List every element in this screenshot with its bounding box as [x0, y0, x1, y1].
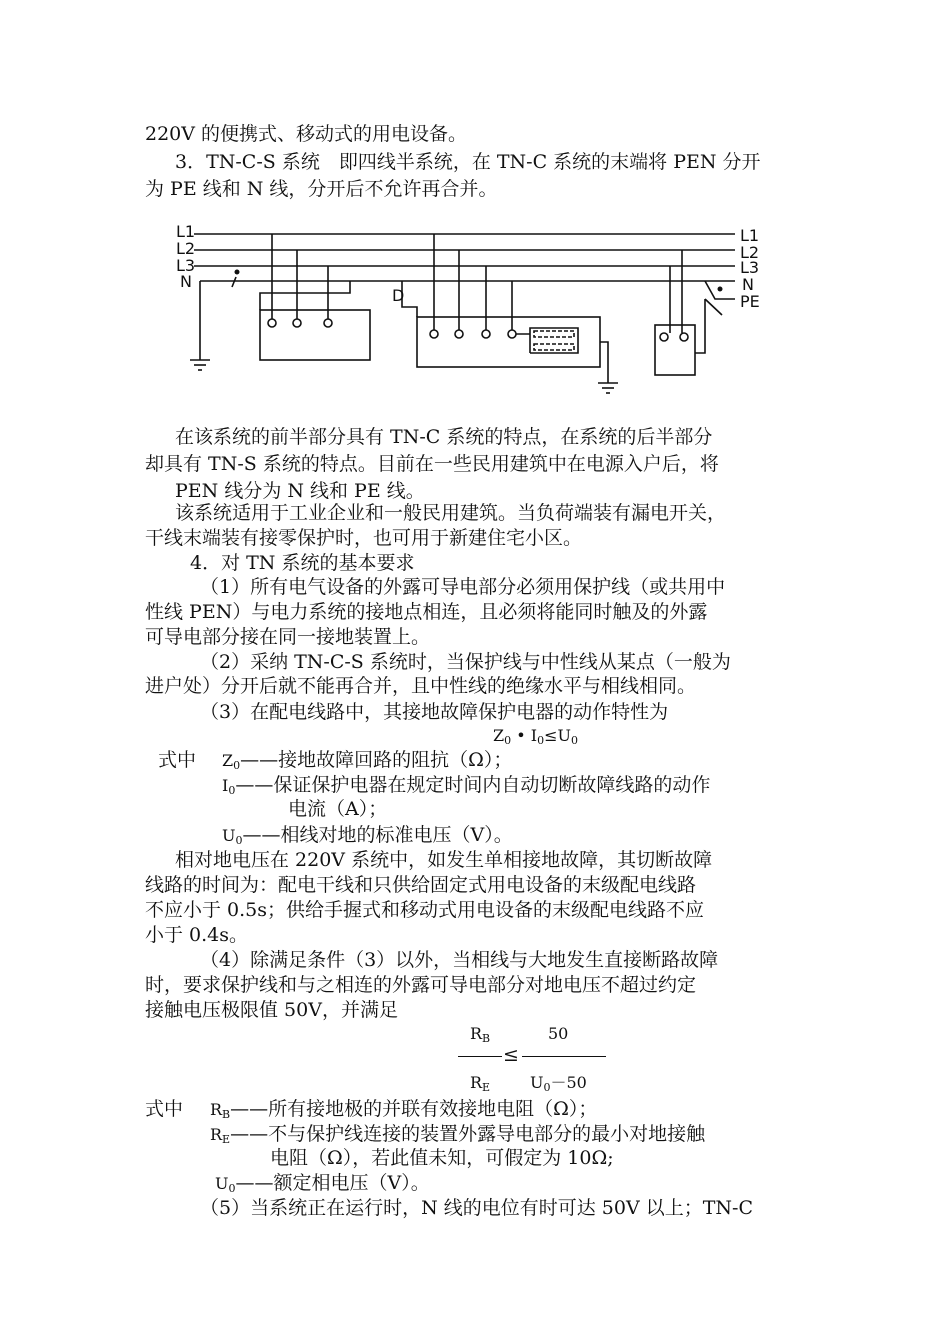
definition-i0-cont: 电流（A）； — [288, 798, 388, 820]
tn-c-s-wiring-diagram — [150, 215, 790, 415]
formula-rb: $R_B$ — [470, 1024, 491, 1045]
definition-rb: $R_B——$所有接地极的并联有效接地电阻（Ω）； — [210, 1098, 598, 1121]
text-line: 时，要求保护线和与之相连的外露可导电部分对地电压不超过约定 — [145, 974, 697, 996]
label-n-right: N — [742, 275, 754, 294]
label-l1-left: L1 — [176, 222, 196, 241]
formula-denominator: $U_0-50$ — [530, 1073, 587, 1094]
definition-u0-rated: $U_0——$额定相电压（V）。 — [215, 1172, 430, 1195]
text-line: 220V 的便携式、移动式的用电设备。 — [145, 123, 468, 145]
formula-re: $R_E$ — [470, 1073, 491, 1094]
text-line: 线路的时间为：配电干线和只供给固定式用电设备的末级配电线路 — [145, 874, 697, 896]
section-heading-tn-c-s: 3．TN-C-S 系统 即四线半系统，在 TN-C 系统的末端将 PEN 分开 — [175, 151, 761, 173]
equipment-box-2 — [417, 317, 600, 367]
definition-re-cont: 电阻（Ω），若此值未知，可假定为 10Ω; — [270, 1147, 614, 1169]
text-line: （1）所有电气设备的外露可导电部分必须用保护线（或共用中 — [200, 576, 726, 598]
where-label: 式中 — [145, 1098, 184, 1120]
text-line: 性线 PEN）与电力系统的接地点相连，且必须将能同时触及的外露 — [145, 601, 708, 623]
label-d: D — [392, 286, 405, 305]
text-line: 相对地电压在 220V 系统中，如发生单相接地故障，其切断故障 — [175, 849, 713, 871]
formula-numerator: 50 — [548, 1024, 569, 1043]
label-l1-right: L1 — [740, 226, 760, 245]
text-line: 却具有 TN-S 系统的特点。目前在一些民用建筑中在电源入户后，将 — [145, 453, 719, 475]
label-l2-left: L2 — [176, 239, 196, 258]
fraction-bar-right — [522, 1056, 606, 1057]
definition-re: $R_E——$不与保护线连接的装置外露导电部分的最小对地接触 — [210, 1123, 706, 1146]
text-line: （4）除满足条件（3）以外，当相线与大地发生直接断路故障 — [200, 949, 719, 971]
pen-tick-mark — [232, 277, 236, 287]
section-heading-tn-requirements: 4．对 TN 系统的基本要求 — [190, 552, 415, 574]
equipment-box-1 — [260, 310, 370, 360]
text-line: 可导电部分接在同一接地装置上。 — [145, 626, 431, 648]
text-line: （5）当系统正在运行时，N 线的电位有时可达 50V 以上；TN-C — [200, 1197, 753, 1219]
text-line: （3）在配电线路中，其接地故障保护电器的动作特性为 — [200, 701, 669, 723]
text-line: 小于 0.4s。 — [145, 924, 249, 946]
text-line: 干线末端装有接零保护时，也可用于新建住宅小区。 — [145, 527, 583, 549]
definition-z0: $Z_0——$接地故障回路的阻抗（Ω）； — [222, 749, 513, 772]
text-line: 接触电压极限值 50V，并满足 — [145, 999, 398, 1021]
text-line: （2）采纳 TN-C-S 系统时，当保护线与中性线从某点（一般为 — [200, 651, 731, 673]
label-pe-right: PE — [740, 292, 760, 311]
formula-le: ≤ — [503, 1044, 519, 1066]
label-l3-right: L3 — [740, 258, 760, 277]
text-line: 为 PE 线和 N 线，分开后不允许再合并。 — [145, 178, 498, 200]
box2-earth-wire — [600, 342, 608, 383]
label-n-left: N — [180, 272, 192, 291]
text-line: PEN 线分为 N 线和 PE 线。 — [175, 480, 425, 502]
text-line: 不应小于 0.5s；供给手握式和移动式用电设备的末级配电线路不应 — [145, 899, 705, 921]
label-l3-left: L3 — [176, 256, 196, 275]
fraction-bar-left — [458, 1056, 502, 1057]
text-line: 在该系统的前半部分具有 TN-C 系统的特点，在系统的后半部分 — [175, 426, 713, 448]
equipment-box-3 — [655, 325, 695, 375]
formula-fault-protection: $Z_0$ • $I_0\le U_0$ — [493, 726, 578, 747]
text-line: 该系统适用于工业企业和一般民用建筑。当负荷端装有漏电开关， — [175, 502, 727, 524]
label-l2-right: L2 — [740, 243, 760, 262]
text-line: 进户处）分开后就不能再合并，且中性线的绝缘水平与相线相同。 — [145, 675, 697, 697]
definition-i0: $I_0——$保证保护电器在规定时间内自动切断故障线路的动作 — [222, 774, 711, 797]
where-label: 式中 — [158, 749, 197, 771]
box1-pen-link — [260, 281, 350, 310]
definition-u0: $U_0——$相线对地的标准电压（V）。 — [222, 824, 513, 847]
